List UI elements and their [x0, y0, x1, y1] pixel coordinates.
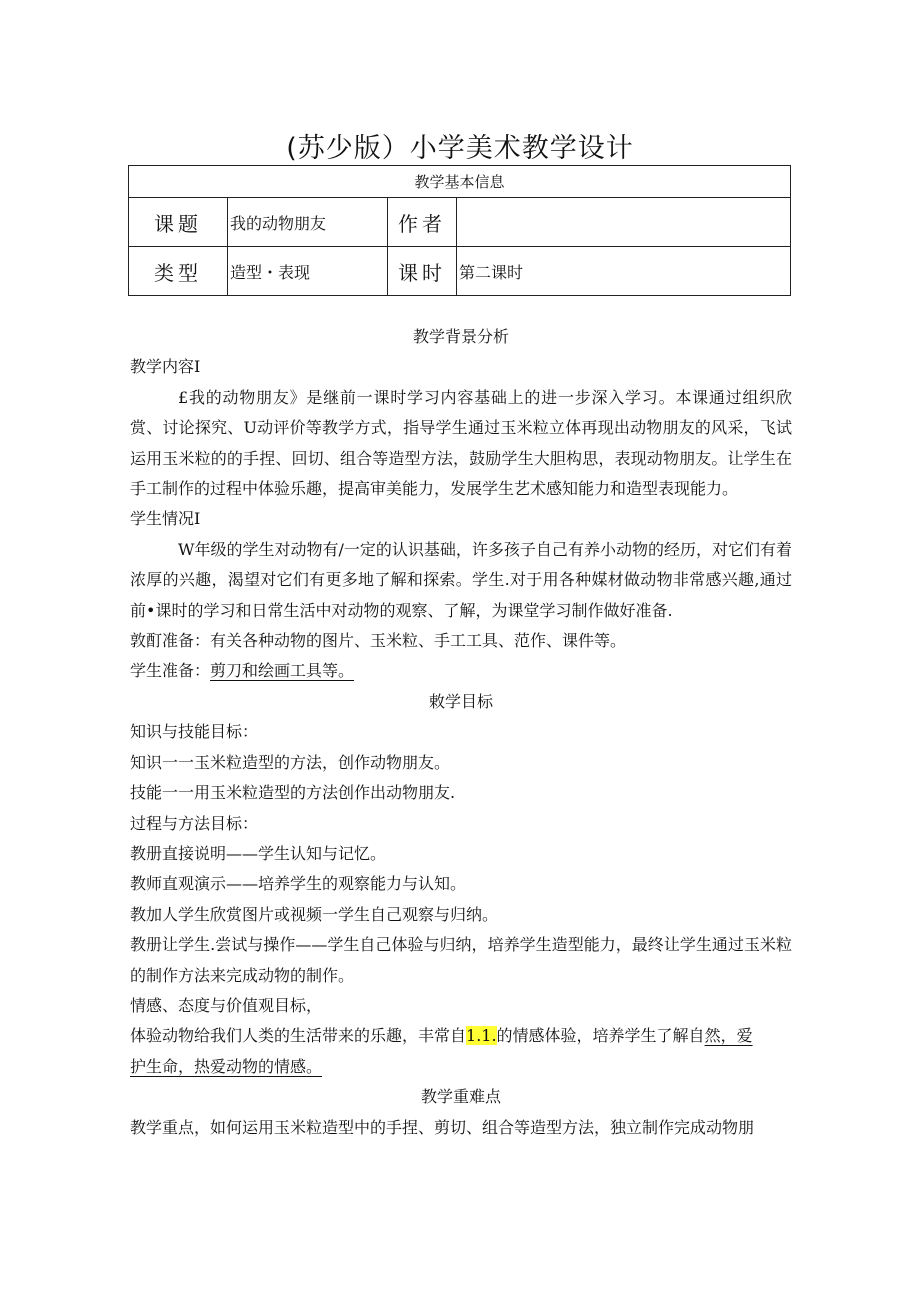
student-label: 学生情况I [130, 509, 201, 529]
content-label: 教学内容I [130, 357, 201, 377]
label-author: 作者 [388, 198, 457, 247]
underlined-text: 然，爱 [704, 1026, 753, 1046]
knowledge-item: 技能一一用玉米粒造型的方法创作出动物朋友. [130, 783, 456, 803]
label-type: 类型 [129, 247, 228, 296]
student-prep [130, 656, 792, 686]
table-header: 教学基本信息 [129, 166, 791, 198]
process-label: 过程与方法目标： [130, 813, 259, 833]
process-item: 教册直接说明——学生认知与记忆。 [130, 843, 387, 863]
page-title: (苏少版）小学美术教学设计 [286, 133, 634, 164]
knowledge-label: 知识与技能目标： [130, 722, 259, 742]
emotion-paragraph [130, 1021, 792, 1082]
table-header-row [129, 166, 791, 198]
value-type: 造型・表现 [228, 247, 388, 296]
emotion-text-a: 体验动物给我们人类的生活带来的乐趣，丰常自 [130, 1026, 467, 1046]
label-topic: 课题 [129, 198, 228, 247]
goals-heading: 敕学目标 [428, 691, 493, 711]
label-period: 课时 [388, 247, 457, 296]
student-prep-label: 学生准备： [130, 661, 211, 681]
value-topic: 我的动物朋友 [228, 198, 388, 247]
value-author [457, 198, 791, 247]
process-item: 教加人学生欣赏图片或视频一学生自己观察与归纳。 [130, 904, 499, 924]
process-item: 教师直观演示——培养学生的观察能力与认知。 [130, 874, 467, 894]
teacher-prep: 敦酊准备：有关各种动物的图片、玉米粒、手工工具、范作、课件等。 [130, 631, 627, 651]
underlined-text: 护生命，热爱动物的情感。 [130, 1056, 323, 1076]
emotion-label: 情感、态度与价值观目标， [130, 995, 323, 1015]
highlighted-text: 1.1. [466, 1026, 497, 1046]
emotion-text-b: 的情感体验，培养学生了解自 [496, 1026, 705, 1046]
student-prep-text: 剪刀和绘画工具等。 [210, 661, 355, 681]
process-item: 教册让学生.尝试与操作——学生自己体验与归纳，培养学生造型能力，最终让学生通过玉米粒的制作方法来完成动物的制作。 [130, 935, 792, 985]
key-paragraph: 教学重点，如何运用玉米粒造型中的手捏、剪切、组合等造型方法，独立制作完成动物朋 [130, 1117, 755, 1137]
table-row [129, 247, 791, 296]
background-heading: 教学背景分析 [412, 327, 509, 346]
basic-info-table [128, 165, 791, 296]
table-row [129, 198, 791, 247]
knowledge-item: 知识一一玉米粒造型的方法，创作动物朋友。 [130, 752, 451, 772]
value-period: 第二课时 [457, 247, 791, 296]
student-paragraph: W年级的学生对动物有/一定的认识基础，许多孩子自己有养小动物的经历，对它们有着浓厚的兴趣，渴望对它们有更多地了解和探索。学生.对于用各种媒材做动物非常感兴趣,通过前•课时的学习和日常生活中对动物的观察、了解，为课堂学习制作做好准备. [130, 539, 792, 620]
key-heading: 教学重难点 [420, 1087, 501, 1107]
document-body [130, 322, 792, 1143]
content-paragraph: £我的动物朋友》是继前一课时学习内容基础上的进一步深入学习。本课通过组织欣赏、讨论探究、U动评价等教学方式，指导学生通过玉米粒立体再现出动物朋友的风采，飞试运用玉米粒的的手捏、回切、组合等造型方法，鼓励学生大胆构思，表现动物朋友。让学生在手工制作的过程中体验乐趣，提高审美能力，发展学生艺术感知能力和造型表现能力。 [130, 387, 792, 499]
